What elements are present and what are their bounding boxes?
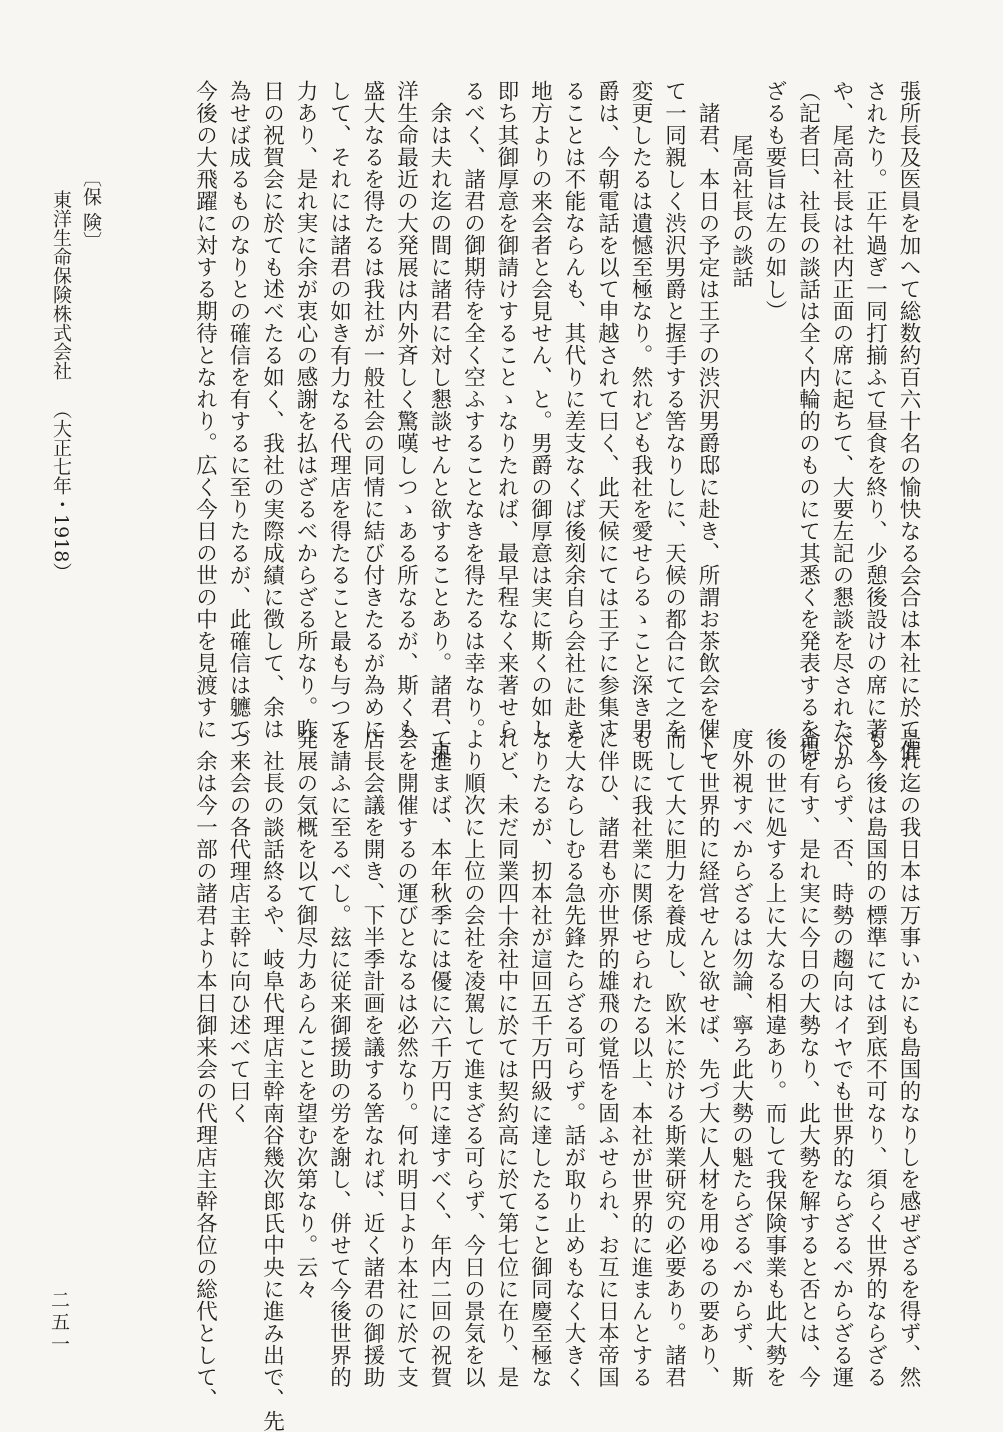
text-line: ざるも要旨は左の如し） xyxy=(762,80,787,322)
text-line: 張所長及医員を加へて総数約百六十名の愉快なる会合は本社に於て催 xyxy=(896,80,921,762)
text-line: 変更したるは遺憾至極なり。然れども我社を愛せらるゝこと深き男 xyxy=(628,80,653,740)
upper-text-block xyxy=(192,80,925,762)
text-line: 余は今一部の諸君より本日御来会の代理店主幹各位の総代として、 xyxy=(192,749,218,1410)
text-line: 洋生命最近の大発展は内外斉しく驚嘆しつゝある所なるが、斯くも xyxy=(393,80,419,740)
text-line: 是れ迄の我日本は万事いかにも島国的なりしを感ぜざるを得ず、然 xyxy=(896,728,921,1388)
text-line: を大ならしむる急先鋒たらざる可らず。話が取り止めもなく大きく xyxy=(561,728,586,1388)
text-line: 力あり、是れ実に余が衷心の感謝を払はざるべからざる所なり。昨 xyxy=(293,80,318,740)
lower-text-block xyxy=(125,728,925,1432)
text-line: 為せば成るものなりとの確信を有するに至りたるが、此確信は軈て xyxy=(226,80,251,740)
text-line: 即ち其御厚意を御請けすることゝなりたれば、最早程なく来著せら xyxy=(494,80,519,740)
text-line: 今後の大飛躍に対する期待となれり。広く今日の世の中を見渡すに xyxy=(192,80,218,740)
text-line: 命を有す、是れ実に今日の大勢なり、此大勢を解すると否とは、今 xyxy=(795,728,821,1388)
text-line: されたり。正午過ぎ一同打揃ふて昼食を終り、少憩後設けの席に著く xyxy=(862,80,888,762)
text-line: （記者曰、社長の談話は全く内輪的のものにて其悉くを発表するを得 xyxy=(795,80,821,762)
text-line: より順次に上位の会社を凌駕して進まざる可らず、今日の景気を以 xyxy=(460,728,486,1388)
text-line: 発展の気概を以て御尽力あらんことを望む次第なり。云々 xyxy=(293,728,318,1300)
section-heading: 尾高社長の談話 xyxy=(728,133,754,288)
section-label: 〔保 険〕 xyxy=(80,168,102,251)
text-line: 度外視すべからざるは勿論、寧ろ此大勢の魁たらざるべからず、斯 xyxy=(728,728,754,1388)
text-line: なりたるが、扨本社が這回五千万円級に達したること御同慶至極な xyxy=(527,728,553,1388)
era-label: （大正七年・1918） xyxy=(50,400,72,582)
text-line: 日の祝賀会に於ても述べたる如く、我社の実際成績に徴して、余は xyxy=(259,80,285,740)
text-line: を請ふに至るべし。玆に従来御援助の労を謝し、併せて今後世界的 xyxy=(326,728,352,1388)
text-line: て一同親しく渋沢男爵と握手する筈なりしに、天候の都合にて之を xyxy=(661,80,687,740)
text-line: や、尾高社長は社内正面の席に起ちて、大要左記の懇談を尽されたり xyxy=(829,80,854,762)
text-line: 爵は、今朝電話を以て申越されて曰く、此天候にては王子に参集す xyxy=(594,80,620,740)
company-name: 東洋生命保険株式会社 xyxy=(50,190,72,380)
text-line: も既に我社業に関係せられたる以上、本社が世界的に進まんとする xyxy=(628,728,653,1388)
text-line: 後の世に処する上に大なる相違あり。而して我保険事業も此大勢を xyxy=(762,728,787,1388)
running-footer xyxy=(46,168,106,581)
text-line: 会を開催するの運びとなるは必然なり。何れ明日より本社に於て支 xyxy=(393,728,419,1388)
text-line: て進まば、本年秋季には優に六千万円に達すべく、年内二回の祝賀 xyxy=(427,728,452,1388)
text-line: 余は夫れ迄の間に諸君に対し懇談せんと欲することあり。諸君、東 xyxy=(427,101,452,762)
text-line: 店長会議を開き、下半季計画を議する筈なれば、近く諸君の御援助 xyxy=(360,728,385,1388)
text-line: 諸君、本日の予定は王子の渋沢男爵邸に赴き、所謂お茶飲会を催し xyxy=(695,101,720,762)
page-number: 二五一 xyxy=(48,1290,70,1356)
text-line: 盛大なるを得たるは我社が一般社会の同情に結び付きたるが為めに xyxy=(360,80,385,740)
text-line: 而して大に胆力を養成し、欧米に於ける斯業研究の必要あり。諸君 xyxy=(661,728,687,1388)
text-line: も今後は島国的の標準にては到底不可なり、須らく世界的ならざる xyxy=(862,728,888,1388)
text-line: くて世界的に経営せんと欲せば、先づ大に人材を用ゆるの要あり、 xyxy=(695,728,720,1388)
text-line: づ来会の各代理店主幹に向ひ述べて曰く xyxy=(226,728,251,1124)
text-line: に伴ひ、諸君も亦世界的雄飛の覚悟を固ふせられ、お互に日本帝国 xyxy=(594,728,620,1388)
text-line: れど、未だ同業四十余社中に於ては契約高に於て第七位に在り、是 xyxy=(494,728,519,1388)
text-line: べからず、否、時勢の趨向はイヤでも世界的ならざるべからざる運 xyxy=(829,728,854,1388)
text-line: 社長の談話終るや、岐阜代理店主幹南谷幾次郎氏中央に進み出で、先 xyxy=(259,749,285,1432)
text-line: るべく、諸君の御期待を全く空ふすることなきを得たるは幸なり。 xyxy=(460,80,486,740)
text-line: ることは不能ならんも、其代りに差支なくば後刻余自ら会社に赴き xyxy=(561,80,586,740)
text-line: して、それには諸君の如き有力なる代理店を得たること最も与つて xyxy=(326,80,352,740)
text-line: 地方よりの来会者と会見せん、と。男爵の御厚意は実に斯くの如し xyxy=(527,80,553,740)
